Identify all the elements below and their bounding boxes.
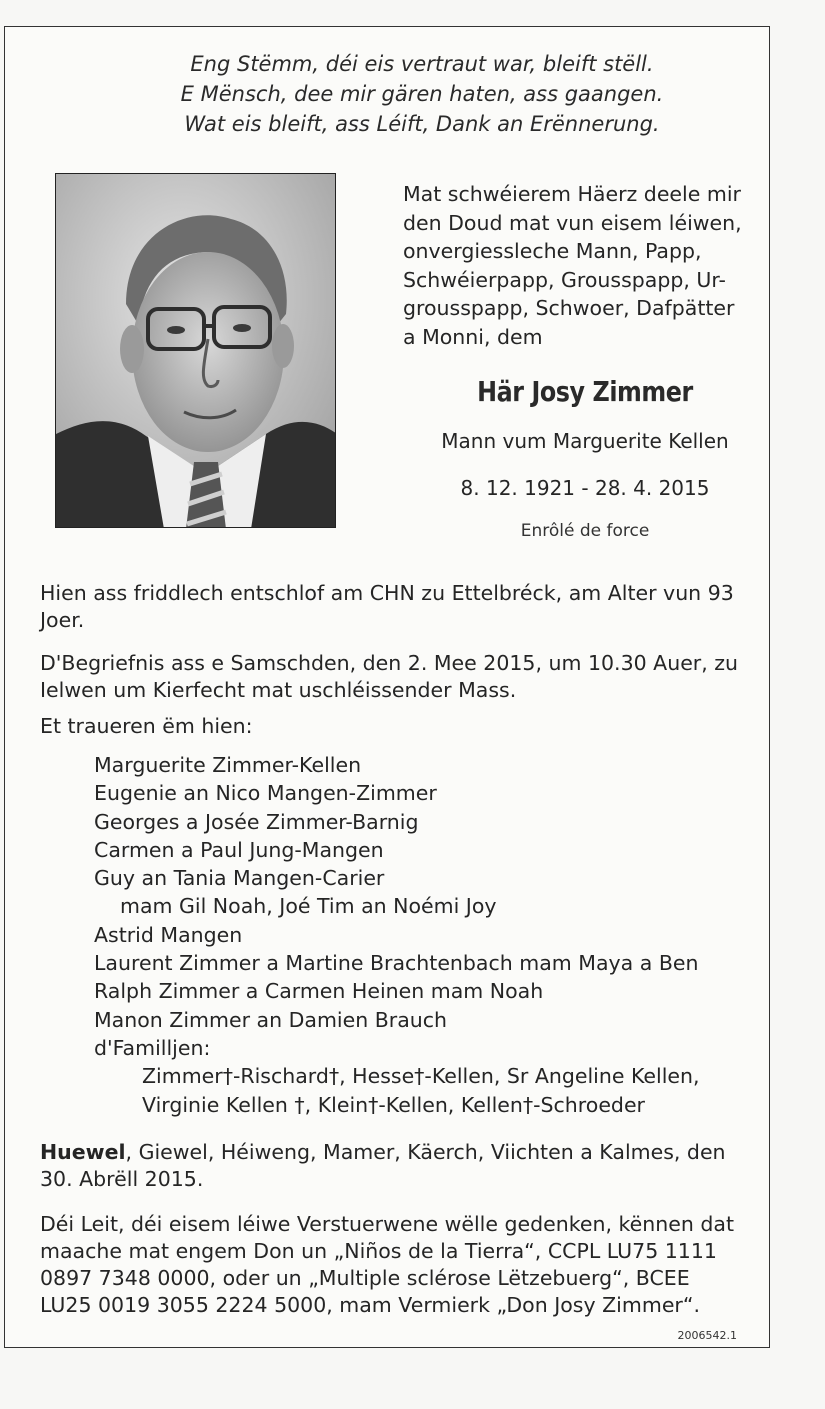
mourner: d'Familljen:: [94, 1035, 211, 1060]
mourners-heading: Et traueren ëm hien:: [40, 714, 253, 738]
obituary-notice: [4, 26, 770, 1348]
motto: [5, 49, 769, 139]
death-paragraph: Hien ass friddlech entschlof am CHN zu Ettelbréck, am Alter vun 93 Joer.: [40, 581, 734, 632]
mourner: mam Gil Noah, Joé Tim an Noémi Joy: [120, 894, 497, 919]
motto-line: Wat eis bleift, ass Léift, Dank an Erënnerung.: [184, 112, 660, 136]
donation-line: Déi Leit, déi eisem léiwe Verstuerwene wëlle gedenken, kënnen dat: [40, 1212, 734, 1236]
mourner: Guy an Tania Mangen-Carier: [94, 866, 385, 891]
deceased-name: Här Josy Zimmer: [477, 375, 693, 408]
reference-number: 2006542.1: [677, 1329, 737, 1342]
place-bold: Huewel: [40, 1140, 126, 1164]
mourner: Manon Zimmer an Damien Brauch: [94, 1007, 448, 1032]
mourner: Zimmer†-Rischard†, Hesse†-Kellen, Sr Angeline Kellen,: [142, 1064, 700, 1089]
mourner: Carmen a Paul Jung-Mangen: [94, 837, 384, 862]
mourner: Marguerite Zimmer-Kellen: [94, 753, 362, 777]
intro-line: onvergiessleche Mann, Papp,: [403, 239, 702, 263]
announcement-intro: [403, 180, 767, 351]
mourner: Georges a Josée Zimmer-Barnig: [94, 809, 419, 834]
donation-paragraph: [40, 1211, 760, 1319]
portrait-photo: [55, 173, 336, 528]
donation-line: maache mat engem Don un „Niños de la Tierra“, CCPL LU75 1111: [40, 1239, 717, 1263]
spouse-line: Mann vum Marguerite Kellen: [441, 429, 729, 453]
place-rest: , Giewel, Héiweng, Mamer, Käerch, Viichten a Kalmes, den 30. Abrëll 2015.: [40, 1140, 726, 1191]
mourners-list: [94, 751, 700, 1119]
honorific-note: Enrôlé de force: [520, 521, 650, 541]
donation-line: 0897 7348 0000, oder un „Multiple sclérose Lëtzebuerg“, BCEE: [40, 1266, 690, 1290]
mourner: Astrid Mangen: [94, 922, 243, 947]
intro-line: den Doud mat vun eisem léiwen,: [403, 210, 742, 235]
life-dates: 8. 12. 1921 - 28. 4. 2015: [460, 476, 710, 500]
intro-line: Mat schwéierem Häerz deele mir: [403, 182, 741, 206]
places-date-paragraph: [40, 1139, 760, 1193]
mourner: Ralph Zimmer a Carmen Heinen mam Noah: [94, 979, 544, 1004]
mourner: Eugenie an Nico Mangen-Zimmer: [94, 781, 437, 806]
intro-line: grousspapp, Schwoer, Dafpätter: [403, 296, 735, 320]
mourner: Virginie Kellen †, Klein†-Kellen, Kellen†-Schroeder: [142, 1092, 645, 1117]
donation-line: LU25 0019 3055 2224 5000, mam Vermierk „Don Josy Zimmer“.: [40, 1293, 700, 1317]
motto-line: E Mënsch, dee mir gären haten, ass gaangen.: [180, 82, 664, 106]
mourner: Laurent Zimmer a Martine Brachtenbach mam Maya a Ben: [94, 951, 699, 976]
intro-line: a Monni, dem: [403, 324, 543, 349]
motto-line: Eng Stëmm, déi eis vertraut war, bleift stëll.: [190, 52, 654, 76]
intro-line: Schwéierpapp, Grousspapp, Ur-: [403, 267, 726, 292]
funeral-paragraph: D'Begriefnis ass e Samschden, den 2. Mee 2015, um 10.30 Auer, zu Ielwen um Kierfecht mat uschléissender Mass.: [40, 651, 739, 702]
